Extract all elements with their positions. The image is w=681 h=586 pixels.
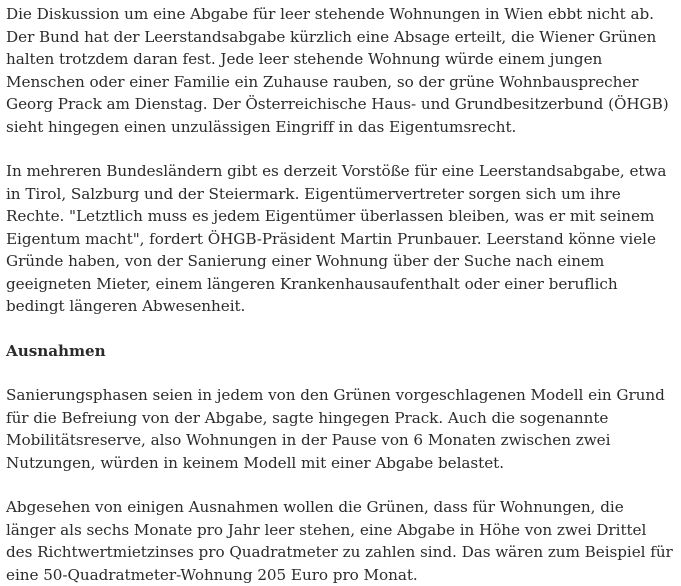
subheading-ausnahmen: Ausnahmen xyxy=(6,341,106,360)
paragraph-sanierung: Sanierungsphasen seien in jedem von den Grünen vorgeschlagenen Modell ein Grund für die Befreiung von der Abgabe, sagte hingegen Prack. Auch die sogenannte Mobilitätsreserve, also Wohnungen in der Pause von 6 Monaten zwischen zwei Nutzungen, würden in keinem Modell mit einer Abgabe belastet. xyxy=(6,386,665,472)
paragraph-bundeslaender: In mehreren Bundesländern gibt es derzeit Vorstöße für eine Leerstandsabgabe, etwa in Tirol, Salzburg und der Steiermark. Eigentümervertreter sorgen sich um ihre Rechte. "Letztlich muss es jedem Eigentümer überlassen bleiben, was er mit seinem Eigentum macht", fordert ÖHGB-Präsident Martin Prunbauer. Leerstand könne viele Gründe haben, von der Sanierung einer Wohnung über der Suche nach einem geeigneten Mieter, einem längeren Krankenhausaufenthalt oder einer beruflich bedingt längeren Abwesenheit. xyxy=(6,162,667,315)
paragraph-intro: Die Diskussion um eine Abgabe für leer stehende Wohnungen in Wien ebbt nicht ab. Der Bund hat der Leerstandsabgabe kürzlich eine Absage erteilt, die Wiener Grünen halten trotzdem daran fest. Jede leer stehende Wohnung würde einem jungen Menschen oder einer Familie ein Zuhause rauben, so der grüne Wohnbausprecher Georg Prack am Dienstag. Der Österreichische Haus- und Grundbesitzerbund (ÖHGB) sieht hingegen einen unzulässigen Eingriff in das Eigentumsrecht. xyxy=(6,5,669,136)
paragraph-abgabe: Abgesehen von einigen Ausnahmen wollen die Grünen, dass für Wohnungen, die länger als sechs Monate pro Jahr leer stehen, eine Abgabe in Höhe von zwei Drittel des Richtwertmietzinses pro Quadratmeter zu zahlen sind. Das wären zum Beispiel für eine 50-Quadratmeter-Wohnung 205 Euro pro Monat. xyxy=(6,498,673,584)
